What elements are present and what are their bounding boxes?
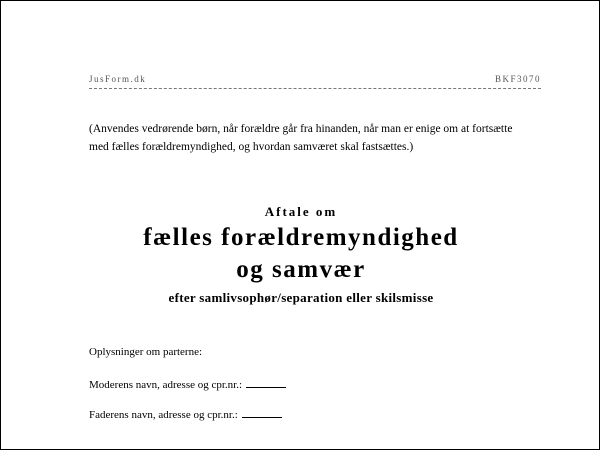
father-field-label: Faderens navn, adresse og cpr.nr.: (89, 409, 238, 421)
parties-section-label: Oplysninger om parterne: (89, 346, 203, 358)
mother-field (89, 377, 286, 392)
intro-line-2: med fælles forældremyndighed, og hvordan samværet skal fastsættes.) (89, 141, 414, 153)
title-block (1, 204, 600, 306)
intro-line-1: (Anvendes vedrørende børn, når forældre går fra hinanden, når man er enige om at fortsætte (89, 123, 513, 135)
title-line-1: fælles forældremyndighed (143, 224, 459, 251)
title-line-2: og samvær (236, 256, 366, 283)
title-subtitle: efter samlivsophør/separation eller skilsmisse (168, 290, 434, 305)
header-divider (89, 88, 541, 89)
father-field-blank[interactable] (242, 407, 282, 418)
intro-paragraph (89, 120, 549, 156)
title-prefix: Aftale om (264, 204, 338, 219)
father-field (89, 407, 282, 422)
header-site-name: JusForm.dk (89, 74, 147, 84)
mother-field-blank[interactable] (246, 377, 286, 388)
mother-field-label: Moderens navn, adresse og cpr.nr.: (89, 379, 243, 391)
page-header (89, 74, 541, 84)
header-form-code: BKF3070 (494, 74, 541, 84)
